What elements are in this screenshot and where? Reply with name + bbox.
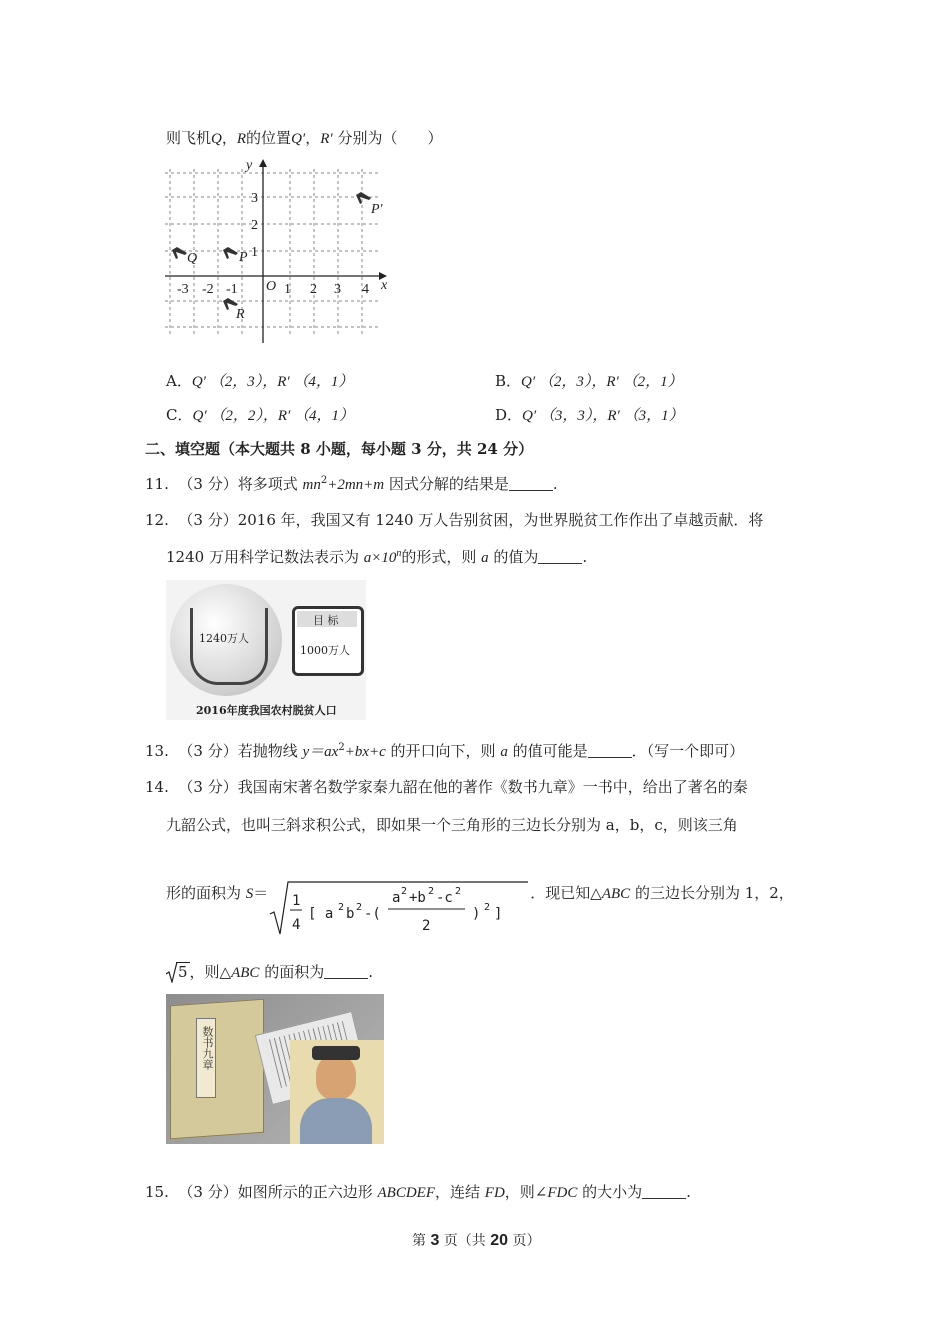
svg-text:2: 2 [455,886,462,897]
svg-text:-(: -( [364,906,382,922]
svg-text:Q: Q [187,251,198,266]
origin-label: O [266,279,277,294]
heron-formula [268,878,530,938]
shushu-jiuzhang-photo: 数书九章 [166,994,384,1144]
section-heading: 二、填空题（本大题共 8 小题，每小题 3 分，共 24 分） [145,440,534,458]
question-12-line2: 1240 万用科学记数法表示为 $a\times 10^n$的形式，则 a 的值为 . [166,548,588,566]
intro-line: 则飞机Q，R的位置Q′，R′ 分别为（ ） [166,129,443,147]
answer-blank[interactable] [538,549,582,564]
svg-text:2: 2 [428,886,435,897]
question-14-line3: 形的面积为 S＝ 1 4 [ a 2 b 2 -( a 2 +b 2 -c 2 2 ) 2 ] ．现已知△ABC 的三边长分别为 1，2， [166,878,794,938]
answer-blank[interactable] [509,476,553,491]
svg-text:-3: -3 [177,282,189,297]
svg-text:a: a [392,890,401,906]
question-12-line1: 12. （3 分）2016 年，我国又有 1240 万人告别贫困，为世界脱贫工作作出了卓越贡献．将 [145,511,764,529]
page-footer: 第 3 页（共 20 页） [412,1232,541,1249]
svg-text:-c: -c [436,890,454,906]
svg-text:4: 4 [362,282,369,297]
svg-text:): ) [472,906,481,922]
question-14-line1: 14. （3 分）我国南宋著名数学家秦九韶在他的著作《数书九章》一书中，给出了著名的秦 [145,778,748,796]
question-11: 11. （3 分）将多项式 $mn^2+2mn+m$ 因式分解的结果是 . [145,475,558,493]
svg-text:b: b [346,906,355,922]
question-14-line4: 5 ，则△ABC 的面积为 . [166,961,373,982]
question-15: 15. （3 分）如图所示的正六边形 ABCDEF，连结 FD，则∠FDC 的大小为 . [145,1183,691,1201]
coordinate-grid-figure [165,155,395,345]
svg-text:1: 1 [284,282,291,297]
svg-text:-1: -1 [226,282,238,297]
svg-text:4: 4 [292,917,301,933]
svg-text:P: P [239,250,248,265]
svg-text:2: 2 [310,282,317,297]
svg-text:1: 1 [251,245,258,260]
poverty-infographic: 1240万人 目 标 1000万人 2016年度我国农村脱贫人口 [166,580,366,720]
y-axis-label: y [246,158,253,173]
x-axis-label: x [381,278,388,293]
option-b: B．Q′ （2，3），R′ （2，1） [495,372,683,390]
svg-text:2: 2 [251,218,258,233]
sqrt-five: 5 [166,963,190,981]
option-d: D．Q′ （3，3），R′ （3，1） [495,406,684,424]
svg-text:-2: -2 [202,282,214,297]
svg-text:]: ] [494,906,503,922]
svg-text:2: 2 [356,902,363,913]
svg-text:1: 1 [292,893,301,909]
question-14-line2: 九韶公式，也叫三斜求积公式，即如果一个三角形的三边长分别为 a，b，c，则该三角 [166,816,738,834]
option-c: C．Q′ （2，2），R′ （4，1） [166,406,355,424]
svg-text:R: R [236,307,245,322]
svg-text:3: 3 [251,191,258,206]
answer-blank[interactable] [642,1184,686,1199]
svg-text:+b: +b [409,890,427,906]
svg-text:2: 2 [338,902,345,913]
answer-blank[interactable] [324,964,368,979]
svg-text:2: 2 [401,886,408,897]
svg-text:2: 2 [422,918,431,934]
question-13: 13. （3 分）若抛物线 $y=ax^2+bx+c$ 的开口向下，则 a 的值可能是 ．（写一个即可） [145,742,745,760]
svg-text:[ a: [ a [308,906,334,922]
svg-text:2: 2 [484,902,491,913]
svg-text:P′: P′ [371,202,383,217]
option-a: A．Q′ （2，3），R′ （4，1） [166,372,354,390]
svg-text:3: 3 [334,282,341,297]
answer-blank[interactable] [588,743,632,758]
